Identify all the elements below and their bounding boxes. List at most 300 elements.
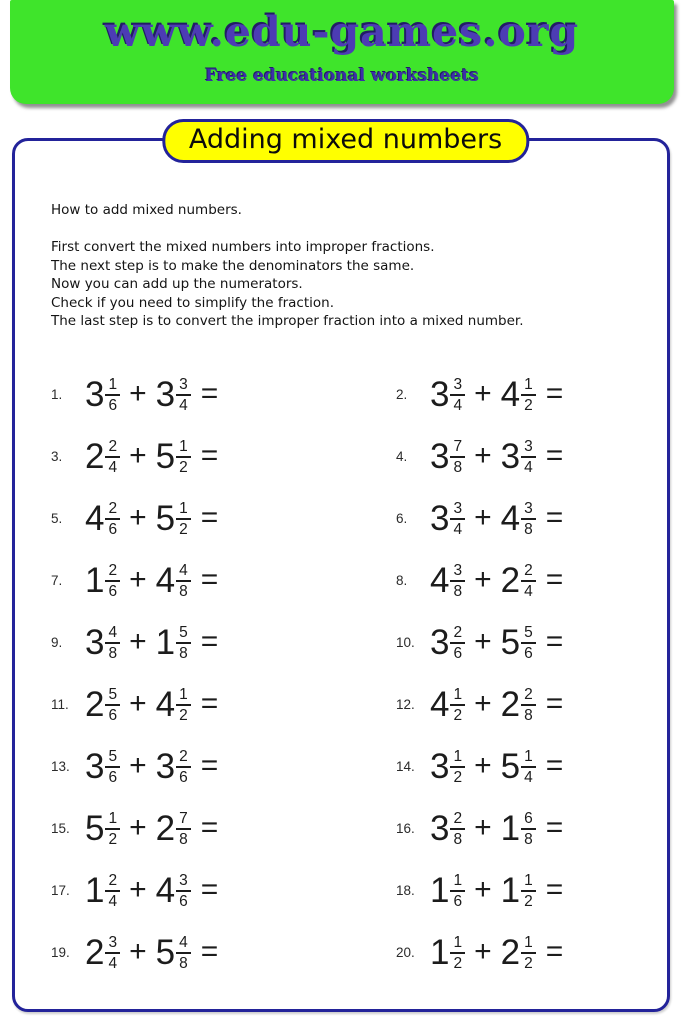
mixed-number-a — [85, 561, 120, 599]
plus-sign: + — [129, 935, 147, 968]
whole-number: 3 — [430, 746, 450, 786]
problem-expression — [85, 375, 218, 413]
problem-item — [51, 927, 396, 977]
mixed-number-a — [430, 561, 465, 599]
plus-sign: + — [129, 563, 147, 596]
fraction — [450, 438, 465, 476]
problem-item — [51, 493, 396, 543]
mixed-number-a — [85, 375, 120, 413]
mixed-number-a — [85, 747, 120, 785]
fraction — [450, 934, 465, 972]
mixed-number-a — [85, 685, 120, 723]
fraction-numerator: 2 — [450, 810, 465, 830]
mixed-number-b — [501, 747, 536, 785]
mixed-number-a — [85, 437, 120, 475]
fraction-denominator: 2 — [108, 830, 118, 848]
whole-number: 2 — [85, 436, 105, 476]
whole-number: 2 — [155, 808, 176, 848]
mixed-number-b — [156, 685, 191, 723]
problem-number: 13. — [51, 758, 70, 774]
fraction — [450, 562, 465, 600]
fraction-numerator: 7 — [450, 438, 465, 458]
fraction-denominator: 8 — [453, 582, 463, 600]
fraction-denominator: 8 — [179, 830, 188, 848]
whole-number: 4 — [155, 560, 176, 600]
problem-number: 16. — [396, 820, 415, 836]
whole-number: 3 — [85, 374, 105, 414]
equals-sign: = — [545, 749, 564, 782]
problem-item — [396, 679, 651, 729]
whole-number: 1 — [155, 622, 176, 662]
problem-expression — [85, 809, 218, 847]
fraction — [176, 562, 191, 600]
fraction-denominator: 6 — [108, 706, 118, 724]
whole-number: 2 — [500, 932, 521, 972]
whole-number: 5 — [500, 622, 521, 662]
problem-expression — [430, 499, 563, 537]
mixed-number-b — [156, 375, 191, 413]
problem-expression — [430, 623, 563, 661]
fraction-denominator: 6 — [453, 644, 463, 662]
problem-item — [396, 555, 651, 605]
plus-sign: + — [474, 377, 492, 410]
mixed-number-a — [430, 933, 465, 971]
whole-number: 2 — [500, 684, 521, 724]
equals-sign: = — [200, 563, 219, 596]
site-header-banner — [10, 0, 674, 104]
fraction-numerator: 2 — [105, 438, 120, 458]
fraction-denominator: 4 — [524, 582, 533, 600]
fraction-denominator: 4 — [108, 954, 118, 972]
whole-number: 3 — [430, 374, 450, 414]
fraction — [105, 500, 120, 538]
equals-sign: = — [545, 625, 564, 658]
fraction — [450, 624, 465, 662]
fraction — [176, 624, 191, 662]
problem-expression — [430, 437, 563, 475]
fraction — [176, 810, 191, 848]
mixed-number-b — [501, 933, 536, 971]
whole-number: 4 — [500, 374, 521, 414]
equals-sign: = — [545, 501, 564, 534]
equals-sign: = — [200, 873, 219, 906]
plus-sign: + — [474, 811, 492, 844]
problem-expression — [85, 871, 218, 909]
fraction-denominator: 4 — [524, 458, 533, 476]
fraction-denominator: 8 — [453, 458, 463, 476]
problem-expression — [430, 747, 563, 785]
whole-number: 3 — [155, 374, 176, 414]
problem-item — [51, 369, 396, 419]
fraction-numerator: 1 — [450, 748, 465, 768]
equals-sign: = — [200, 811, 219, 844]
fraction — [105, 934, 120, 972]
fraction-denominator: 6 — [108, 520, 118, 538]
fraction-numerator: 1 — [521, 748, 536, 768]
fraction-denominator: 6 — [108, 582, 118, 600]
whole-number: 4 — [430, 560, 450, 600]
whole-number: 4 — [430, 684, 450, 724]
fraction-numerator: 2 — [521, 686, 536, 706]
mixed-number-a — [430, 499, 465, 537]
fraction-numerator: 3 — [105, 934, 120, 954]
plus-sign: + — [129, 811, 147, 844]
fraction-numerator: 4 — [105, 624, 120, 644]
fraction-numerator: 2 — [176, 748, 191, 768]
problem-expression — [85, 747, 218, 785]
instructions-intro: How to add mixed numbers. — [51, 202, 242, 218]
fraction — [176, 376, 191, 414]
whole-number: 3 — [430, 622, 450, 662]
whole-number: 1 — [500, 870, 521, 910]
problem-item — [51, 803, 396, 853]
problem-expression — [85, 437, 218, 475]
mixed-number-b — [501, 685, 536, 723]
fraction — [450, 376, 465, 414]
problem-number: 4. — [396, 448, 408, 464]
fraction — [176, 686, 191, 724]
fraction — [105, 438, 120, 476]
whole-number: 3 — [85, 746, 105, 786]
fraction-denominator: 8 — [179, 644, 188, 662]
fraction-numerator: 3 — [521, 438, 536, 458]
fraction-numerator: 2 — [105, 872, 120, 892]
equals-sign: = — [200, 687, 219, 720]
problem-item — [51, 431, 396, 481]
fraction — [521, 438, 536, 476]
fraction — [105, 376, 120, 414]
fraction-numerator: 3 — [176, 872, 191, 892]
problem-expression — [85, 685, 218, 723]
problem-number: 19. — [51, 944, 70, 960]
problem-number: 1. — [51, 386, 63, 402]
plus-sign: + — [129, 377, 147, 410]
problem-item — [51, 555, 396, 605]
fraction-numerator: 1 — [176, 500, 191, 520]
mixed-number-b — [501, 375, 536, 413]
fraction-denominator: 8 — [524, 830, 533, 848]
fraction — [521, 686, 536, 724]
whole-number: 4 — [500, 498, 521, 538]
mixed-number-a — [430, 871, 465, 909]
whole-number: 4 — [85, 498, 105, 538]
mixed-number-b — [156, 871, 191, 909]
fraction-numerator: 4 — [176, 562, 191, 582]
problem-expression — [85, 933, 218, 971]
fraction-numerator: 1 — [176, 438, 191, 458]
mixed-number-a — [430, 623, 465, 661]
problem-expression — [85, 623, 218, 661]
problem-number: 3. — [51, 448, 63, 464]
fraction-numerator: 5 — [105, 748, 120, 768]
plus-sign: + — [474, 935, 492, 968]
mixed-number-b — [156, 809, 191, 847]
plus-sign: + — [129, 501, 147, 534]
problem-number: 2. — [396, 386, 408, 402]
fraction — [521, 748, 536, 786]
worksheet-body — [12, 138, 670, 1012]
mixed-number-a — [85, 871, 120, 909]
fraction — [176, 500, 191, 538]
fraction-numerator: 3 — [450, 500, 465, 520]
fraction-denominator: 6 — [453, 892, 463, 910]
fraction-denominator: 8 — [179, 582, 188, 600]
fraction-numerator: 3 — [450, 562, 465, 582]
problem-number: 15. — [51, 820, 70, 836]
equals-sign: = — [545, 687, 564, 720]
equals-sign: = — [200, 439, 219, 472]
equals-sign: = — [545, 873, 564, 906]
mixed-number-a — [430, 437, 465, 475]
problems-grid — [51, 369, 651, 977]
problem-item — [51, 741, 396, 791]
problem-expression — [430, 809, 563, 847]
fraction-denominator: 6 — [524, 644, 533, 662]
plus-sign: + — [129, 687, 147, 720]
problem-number: 12. — [396, 696, 415, 712]
fraction-numerator: 1 — [450, 934, 465, 954]
problem-item — [396, 369, 651, 419]
mixed-number-b — [156, 933, 191, 971]
problem-number: 9. — [51, 634, 63, 650]
fraction-numerator: 3 — [176, 376, 191, 396]
fraction — [521, 376, 536, 414]
mixed-number-b — [156, 747, 191, 785]
fraction-denominator: 2 — [524, 954, 533, 972]
equals-sign: = — [545, 563, 564, 596]
equals-sign: = — [200, 625, 219, 658]
fraction-numerator: 5 — [176, 624, 191, 644]
whole-number: 4 — [155, 684, 176, 724]
fraction-numerator: 2 — [105, 500, 120, 520]
mixed-number-b — [501, 499, 536, 537]
site-title: www.edu-games.org — [104, 8, 580, 56]
problem-item — [396, 927, 651, 977]
fraction-numerator: 1 — [450, 872, 465, 892]
problem-number: 7. — [51, 572, 63, 588]
fraction — [521, 872, 536, 910]
whole-number: 5 — [155, 436, 176, 476]
fraction-denominator: 2 — [453, 706, 463, 724]
problem-expression — [85, 561, 218, 599]
fraction — [521, 934, 536, 972]
problem-expression — [430, 933, 563, 971]
whole-number: 5 — [155, 932, 176, 972]
problem-number: 18. — [396, 882, 415, 898]
mixed-number-b — [501, 561, 536, 599]
whole-number: 2 — [85, 932, 105, 972]
fraction-denominator: 2 — [453, 768, 463, 786]
mixed-number-a — [85, 933, 120, 971]
whole-number: 4 — [155, 870, 176, 910]
fraction-denominator: 4 — [453, 520, 463, 538]
fraction-denominator: 8 — [179, 954, 188, 972]
mixed-number-b — [156, 499, 191, 537]
fraction-denominator: 6 — [108, 396, 118, 414]
mixed-number-a — [430, 747, 465, 785]
fraction-denominator: 6 — [108, 768, 118, 786]
instruction-step: Now you can add up the numerators. — [51, 276, 303, 292]
problem-expression — [430, 375, 563, 413]
problem-number: 6. — [396, 510, 408, 526]
problem-expression — [85, 499, 218, 537]
fraction — [105, 872, 120, 910]
fraction-denominator: 2 — [179, 706, 188, 724]
equals-sign: = — [200, 935, 219, 968]
fraction-denominator: 8 — [453, 830, 463, 848]
mixed-number-b — [501, 437, 536, 475]
whole-number: 3 — [155, 746, 176, 786]
fraction-denominator: 4 — [524, 768, 533, 786]
fraction-denominator: 8 — [524, 706, 533, 724]
mixed-number-b — [156, 561, 191, 599]
instruction-step: Check if you need to simplify the fraction. — [51, 294, 334, 311]
problem-item — [51, 865, 396, 915]
whole-number: 3 — [430, 436, 450, 476]
problem-item — [396, 431, 651, 481]
mixed-number-a — [430, 685, 465, 723]
mixed-number-a — [85, 623, 120, 661]
problem-item — [51, 617, 396, 667]
whole-number: 1 — [85, 870, 105, 910]
whole-number: 5 — [500, 746, 521, 786]
fraction-denominator: 4 — [108, 892, 118, 910]
fraction-numerator: 1 — [105, 810, 120, 830]
instruction-step: The next step is to make the denominators the same. — [51, 257, 415, 274]
whole-number: 1 — [85, 560, 105, 600]
fraction-numerator: 2 — [105, 562, 120, 582]
whole-number: 3 — [500, 436, 521, 476]
fraction-numerator: 5 — [521, 624, 536, 644]
problem-item — [396, 865, 651, 915]
equals-sign: = — [200, 749, 219, 782]
whole-number: 3 — [85, 622, 105, 662]
plus-sign: + — [474, 687, 492, 720]
equals-sign: = — [200, 377, 219, 410]
problem-item — [396, 617, 651, 667]
whole-number: 1 — [430, 932, 450, 972]
fraction — [450, 500, 465, 538]
worksheet-title-badge: Adding mixed numbers — [162, 119, 529, 163]
equals-sign: = — [545, 811, 564, 844]
problem-item — [396, 741, 651, 791]
equals-sign: = — [545, 377, 564, 410]
problem-number: 17. — [51, 882, 70, 898]
instruction-step: First convert the mixed numbers into improper fractions. — [51, 239, 435, 255]
fraction-numerator: 1 — [176, 686, 191, 706]
plus-sign: + — [129, 439, 147, 472]
problem-number: 11. — [51, 696, 69, 712]
fraction — [176, 748, 191, 786]
plus-sign: + — [129, 873, 147, 906]
problem-number: 10. — [396, 634, 415, 650]
problem-expression — [430, 871, 563, 909]
plus-sign: + — [474, 873, 492, 906]
fraction-numerator: 3 — [450, 376, 465, 396]
fraction-numerator: 3 — [521, 500, 536, 520]
fraction-numerator: 1 — [521, 872, 536, 892]
problem-number: 14. — [396, 758, 415, 774]
whole-number: 1 — [500, 808, 521, 848]
whole-number: 3 — [430, 498, 450, 538]
mixed-number-a — [430, 809, 465, 847]
fraction — [450, 686, 465, 724]
problem-expression — [430, 685, 563, 723]
fraction-denominator: 4 — [179, 396, 188, 414]
fraction-denominator: 4 — [108, 458, 118, 476]
plus-sign: + — [474, 749, 492, 782]
fraction-denominator: 2 — [179, 458, 188, 476]
mixed-number-b — [156, 623, 191, 661]
whole-number: 3 — [430, 808, 450, 848]
fraction — [521, 500, 536, 538]
fraction-denominator: 4 — [453, 396, 463, 414]
fraction — [521, 810, 536, 848]
plus-sign: + — [474, 625, 492, 658]
mixed-number-a — [85, 809, 120, 847]
fraction-denominator: 8 — [108, 644, 118, 662]
fraction-numerator: 7 — [176, 810, 191, 830]
mixed-number-b — [501, 809, 536, 847]
equals-sign: = — [200, 501, 219, 534]
fraction-numerator: 1 — [521, 934, 536, 954]
plus-sign: + — [474, 563, 492, 596]
plus-sign: + — [129, 625, 147, 658]
fraction-numerator: 6 — [521, 810, 536, 830]
fraction-numerator: 2 — [450, 624, 465, 644]
fraction — [105, 562, 120, 600]
equals-sign: = — [545, 439, 564, 472]
plus-sign: + — [129, 749, 147, 782]
problem-item — [396, 803, 651, 853]
problem-number: 20. — [396, 944, 415, 960]
problem-number: 8. — [396, 572, 408, 588]
fraction-denominator: 6 — [179, 768, 188, 786]
mixed-number-a — [430, 375, 465, 413]
fraction — [450, 872, 465, 910]
fraction-denominator: 2 — [453, 954, 463, 972]
fraction-denominator: 2 — [524, 396, 533, 414]
whole-number: 5 — [155, 498, 176, 538]
problem-number: 5. — [51, 510, 63, 526]
fraction — [176, 872, 191, 910]
instruction-step: The last step is to convert the improper fraction into a mixed number. — [51, 313, 524, 329]
fraction-numerator: 5 — [105, 686, 120, 706]
fraction — [105, 686, 120, 724]
problem-expression — [430, 561, 563, 599]
fraction-denominator: 6 — [179, 892, 188, 910]
fraction — [521, 624, 536, 662]
fraction-numerator: 1 — [521, 376, 536, 396]
fraction — [105, 810, 120, 848]
mixed-number-b — [501, 871, 536, 909]
fraction — [450, 810, 465, 848]
whole-number: 1 — [430, 870, 450, 910]
whole-number: 2 — [85, 684, 105, 724]
fraction — [105, 624, 120, 662]
fraction-denominator: 2 — [179, 520, 188, 538]
fraction-numerator: 1 — [450, 686, 465, 706]
fraction — [105, 748, 120, 786]
fraction — [450, 748, 465, 786]
fraction — [176, 934, 191, 972]
fraction-numerator: 2 — [521, 562, 536, 582]
mixed-number-a — [85, 499, 120, 537]
plus-sign: + — [474, 501, 492, 534]
fraction-denominator: 8 — [524, 520, 533, 538]
instructions-block — [51, 201, 524, 331]
whole-number: 5 — [85, 808, 105, 848]
